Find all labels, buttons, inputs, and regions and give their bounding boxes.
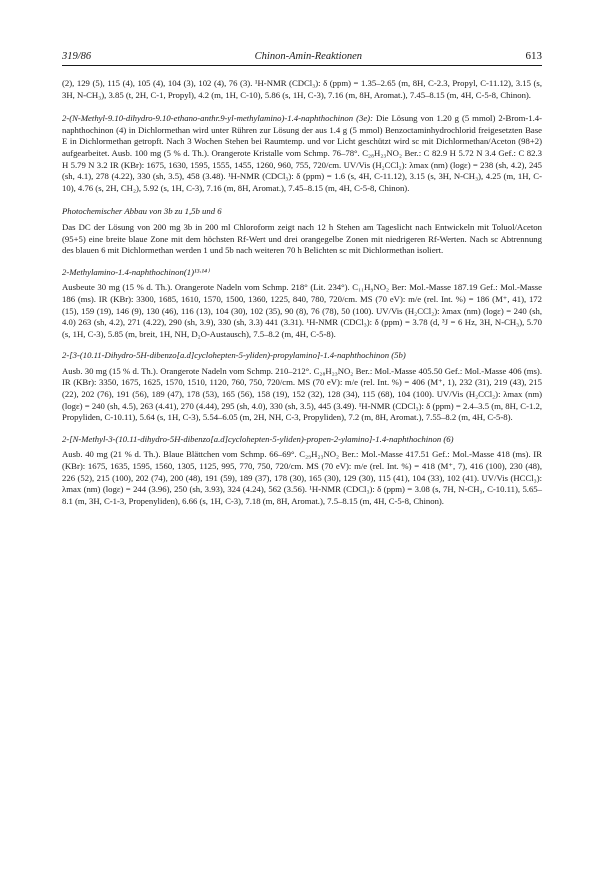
section-3e-body: Die Lösung von 1.20 g (5 mmol) 2-Brom-1.4-naphthochinon (4) in Dichlormethan wird unter Rühren zur Lösung der aus 1.4 g (5 mmol) Benzoctaminhydrochlorid freigesetzten Base E in Dichlormethan getropft. Nach 3 Wochen Stehen bei Raumtemp. und vor Licht geschützt wird sc mit Dichlormethan/Aceton (98+2) aufgearbeitet. Ausb. 100 mg (5 % d. Th.). Orangerote Kristalle vom Schmp. 76–78°. C₂₈H₂₃NO₂ Ber.: C 82.9 H 5.72 N 3.4 Gef.: C 82.3 H 5.79 N 3.2 IR (KBr): 1675, 1630, 1595, 1555, 1455, 1260, 960, 755, 720/cm. UV/Vis (H₂CCl₂): λmax (nm) (logε) = 238 (sh, 4.2), 245 (sh, 4.1), 278 (4.22), 330 (sh, 3.5), 458 (3.48). ¹H-NMR (CDCl₃): δ (ppm) = 1.6 (s, 4H, C-11.12), 3.15 (s, 3H, N-CH₃), 4.25 (m, 1H, C-10), 4.76 (s, 2H, CH₂), 5.92 (s, 1H, C-3), 7.16 (m, 8H, Aromat.), 7.45–8.15 (m, 4H, C-5-8, Chinon).	[62, 113, 542, 193]
section-compound-1-body: Ausbeute 30 mg (15 % d. Th.). Orangerote Nadeln vom Schmp. 218° (Lit. 234°). C₁₁H₉NO₂ Ber: Mol.-Masse 187.19 Gef.: Mol.-Masse 186 (ms). IR (KBr): 3300, 1685, 1610, 1570, 1500, 1360, 1225, 840, 780, 720/cm. MS (70 eV): m/e (rel. Int. %) = 186 (M⁺, 41), 172 (15), 159 (19), 146 (9), 130 (46), 116 (13), 104 (30), 102 (35), 90 (8), 76 (78), 50 (100). UV/Vis (H₂CCl₂): λmax (nm) (logε) = 240 (sh, 4.0) 263 (sh, 4.2), 271 (4.22), 290 (sh, 3.9), 330 (sh, 3.3) 441 (3.31). ¹H-NMR (CDCl₃): δ (ppm) = 3.78 (d, ³J = 6 Hz, 3H, N-CH₃), 5.70 (s, 1H, C-3), 5.85 (m, breit, 1H, NH, D₂O-Austausch), 7.5–8.2 (m, 4H, C-5-8).	[62, 282, 542, 339]
running-header	[62, 50, 542, 66]
section-photochem-title: Photochemischer Abbau von 3b zu 1,5b und 6	[62, 206, 222, 217]
journal-volume: 319/86	[62, 51, 92, 62]
section-3e	[62, 113, 542, 194]
section-compound-6-title: 2-[N-Methyl-3-(10.11-dihydro-5H-dibenzo[a.d]cyclohepten-5-yliden)-propen-2-ylamino]-1.4-naphthochinon (6)	[62, 433, 454, 444]
section-photochem-body: Das DC der Lösung von 200 mg 3b in 200 ml Chloroform zeigt nach 12 h Stehen am Tageslicht nach Entwickeln mit Toluol/Aceton (95+5) eine breite blaue Zone mit dem höchsten Rf-Wert und drei orangegelbe Zonen mit niedrigeren Rf-Werten. Nach sc Abtrennung des blauen 6 mit Dichlormethan werden 1 und 5b nach weiteren 70 h Belichten sc mit Dichlormethan isoliert.	[62, 221, 542, 256]
section-compound-5b-title: 2-[3-(10.11-Dihydro-5H-dibenzo[a.d]cyclohepten-5-yliden)-propylamino]-1.4-naphthochinon (5b)	[62, 350, 406, 361]
section-compound-6-body: Ausb. 40 mg (21 % d. Th.). Blaue Blättchen vom Schmp. 66–69°. C₂₉H₂₃NO₂ Ber.: Mol.-Masse 417.51 Gef.: Mol.-Masse 418 (ms). IR (KBr): 1675, 1635, 1595, 1560, 1305, 1125, 995, 770, 750, 720/cm. MS (70 eV): m/e (rel. Int. %) = 418 (M⁺, 7), 416 (100), 230 (48), 226 (52), 215 (100), 202 (74), 200 (48), 191 (59), 189 (37), 178 (30), 165 (30), 129 (30), 115 (41), 104 (33), 102 (41). UV/Vis (HCCl₃): λmax (nm) (logε) = 244 (3.96), 250 (sh, 3.93), 324 (4.24), 562 (3.56). ¹H-NMR (CDCl₃): δ (ppm) = 3.08 (s, 7H, N-CH₃, C-10.11), 5.65–8.1 (m, 3H, C-1-3, Propenyliden), 6.66 (s, 1H, C-3), 7.18 (m, 8H, Aromat.), 7.5–8.15 (m, 4H, C-5-8, Chinon).	[62, 449, 542, 506]
journal-page	[62, 50, 542, 507]
page-number: 613	[525, 50, 542, 62]
article-body	[62, 78, 542, 507]
running-title: Chinon-Amin-Reaktionen	[254, 51, 362, 62]
section-3e-title: 2-(N-Methyl-9.10-dihydro-9.10-ethano-anthr.9-yl-methylamino)-1.4-naphthochinon (3e):	[62, 113, 373, 124]
section-compound-5b-body: Ausb. 30 mg (15 % d. Th.). Orangerote Nadeln vom Schmp. 210–212°. C₂₈H₂₃NO₂ Ber.: Mol.-Masse 405.50 Gef.: Mol.-Masse 406 (ms). IR (KBr): 3350, 1675, 1625, 1570, 1510, 1120, 760, 750, 720/cm. MS (70 eV): m/e (rel. Int. %) = 406 (M⁺, 1), 232 (31), 219 (43), 215 (22), 202 (76), 191 (56), 189 (47), 178 (53), 165 (56), 158 (19), 152 (32), 128 (34), 115 (68), 104 (100). UV/Vis (H₂CCl₂): λmax (nm) (logε) = 240 (sh, 4.5), 263 (4.41), 270 (4.44), 295 (sh, 4.0), 330 (sh, 3.5), 445 (3.49). ¹H-NMR (CDCl₃): δ (ppm) = 2.4–3.5 (m, 8H, C-1.2, Propyliden, C-10.11), 5.64 (s, 1H, C-3), 5.54–6.05 (m, 2H, NH, C-3, Propyliden), 7.2 (m, 8H, Aromat.), 7.55–8.2 (m, 4H, C-5-8).	[62, 365, 542, 423]
continued-paragraph: (2), 129 (5), 115 (4), 105 (4), 104 (3), 102 (4), 76 (3). ¹H-NMR (CDCl₃): δ (ppm) = 1.35–2.65 (m, 8H, C-2.3, Propyl, C-11.12), 3.15 (s, 3H, N-CH₃), 3.85 (t, 2H, C-1, Propyl), 4.2 (m, 1H, C-10), 5.86 (s, 1H, C-3), 7.16 (m, 8H, Aromat.), 7.45–8.15 (m, 4H, C-5-8, Chinon).	[62, 78, 542, 100]
section-compound-1-title: 2-Methylamino-1.4-naphthochinon(1)¹³·¹⁴⁾	[62, 266, 210, 277]
